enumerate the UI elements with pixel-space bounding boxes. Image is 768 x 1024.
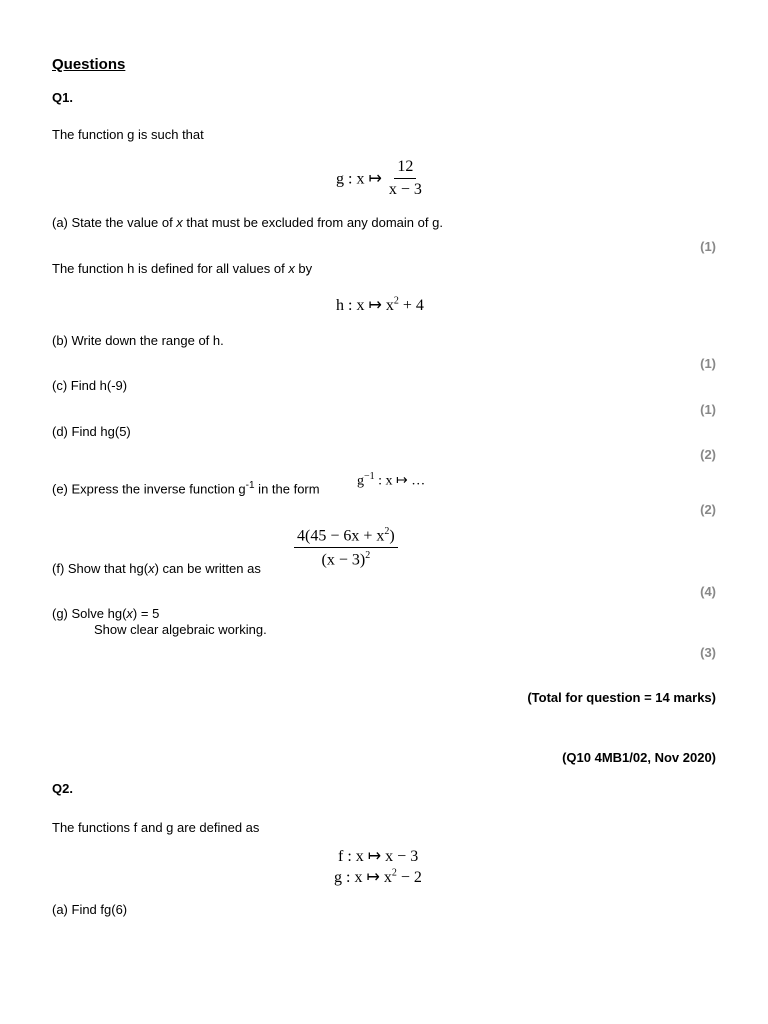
q2-f-definition: f : x ↦ x − 3 xyxy=(338,848,419,865)
q2-intro: The functions f and g are defined as xyxy=(52,820,260,835)
g-map-lhs: g : x ↦ xyxy=(336,170,382,188)
q1-mark-d: (2) xyxy=(700,447,716,462)
hg-fraction xyxy=(294,526,398,570)
g-denominator: x − 3 xyxy=(388,181,422,198)
q2-part-a: (a) Find fg(6) xyxy=(52,902,128,917)
q1-part-c: (c) Find h(-9) xyxy=(52,378,128,393)
q1-intro-g: The function g is such that xyxy=(52,127,204,142)
questions-heading: Questions xyxy=(52,56,126,73)
g-numerator: 12 xyxy=(394,158,416,179)
q1-mark-a: (1) xyxy=(700,239,716,254)
q1-mark-b: (1) xyxy=(700,356,716,371)
q1-part-g-sub: Show clear algebraic working. xyxy=(94,622,267,637)
q1-part-a: (a) State the value of x that must be excluded from any domain of g. xyxy=(52,215,443,230)
q1-mark-f: (4) xyxy=(700,584,716,599)
q1-mark-c: (1) xyxy=(700,402,716,417)
q1-label: Q1. xyxy=(52,90,73,105)
q2-g-definition: g : x ↦ $x^2 - 2$ xyxy=(334,867,422,886)
inverse-form: $g^{-1}$ : x ↦ … xyxy=(357,471,426,489)
g-fraction xyxy=(386,158,425,199)
q1-mark-e: (2) xyxy=(700,502,716,517)
q1-mark-g: (3) xyxy=(700,645,716,660)
q1-intro-h: The function h is defined for all values of x by xyxy=(52,261,313,276)
g-definition xyxy=(336,158,425,199)
h-definition: h : x ↦ $x^2 + 4$ xyxy=(336,295,424,314)
q1-total: (Total for question = 14 marks) xyxy=(527,690,716,705)
q2-label: Q2. xyxy=(52,781,73,796)
q1-part-g: (g) Solve hg(x) = 5 xyxy=(52,606,160,621)
q1-part-d: (d) Find hg(5) xyxy=(52,424,131,439)
hg-expression xyxy=(294,526,398,570)
hg-denominator: $(x - 3)^2$ xyxy=(321,550,371,569)
hg-numerator: $4(45 - 6x + x^2)$ xyxy=(294,526,398,548)
q1-source: (Q10 4MB1/02, Nov 2020) xyxy=(562,750,716,765)
q1-part-e: (e) Express the inverse function $g^{-1}$ in the form xyxy=(52,480,320,497)
q1-part-f: (f) Show that hg(x) can be written as xyxy=(52,561,261,576)
q1-part-b: (b) Write down the range of h. xyxy=(52,333,224,348)
